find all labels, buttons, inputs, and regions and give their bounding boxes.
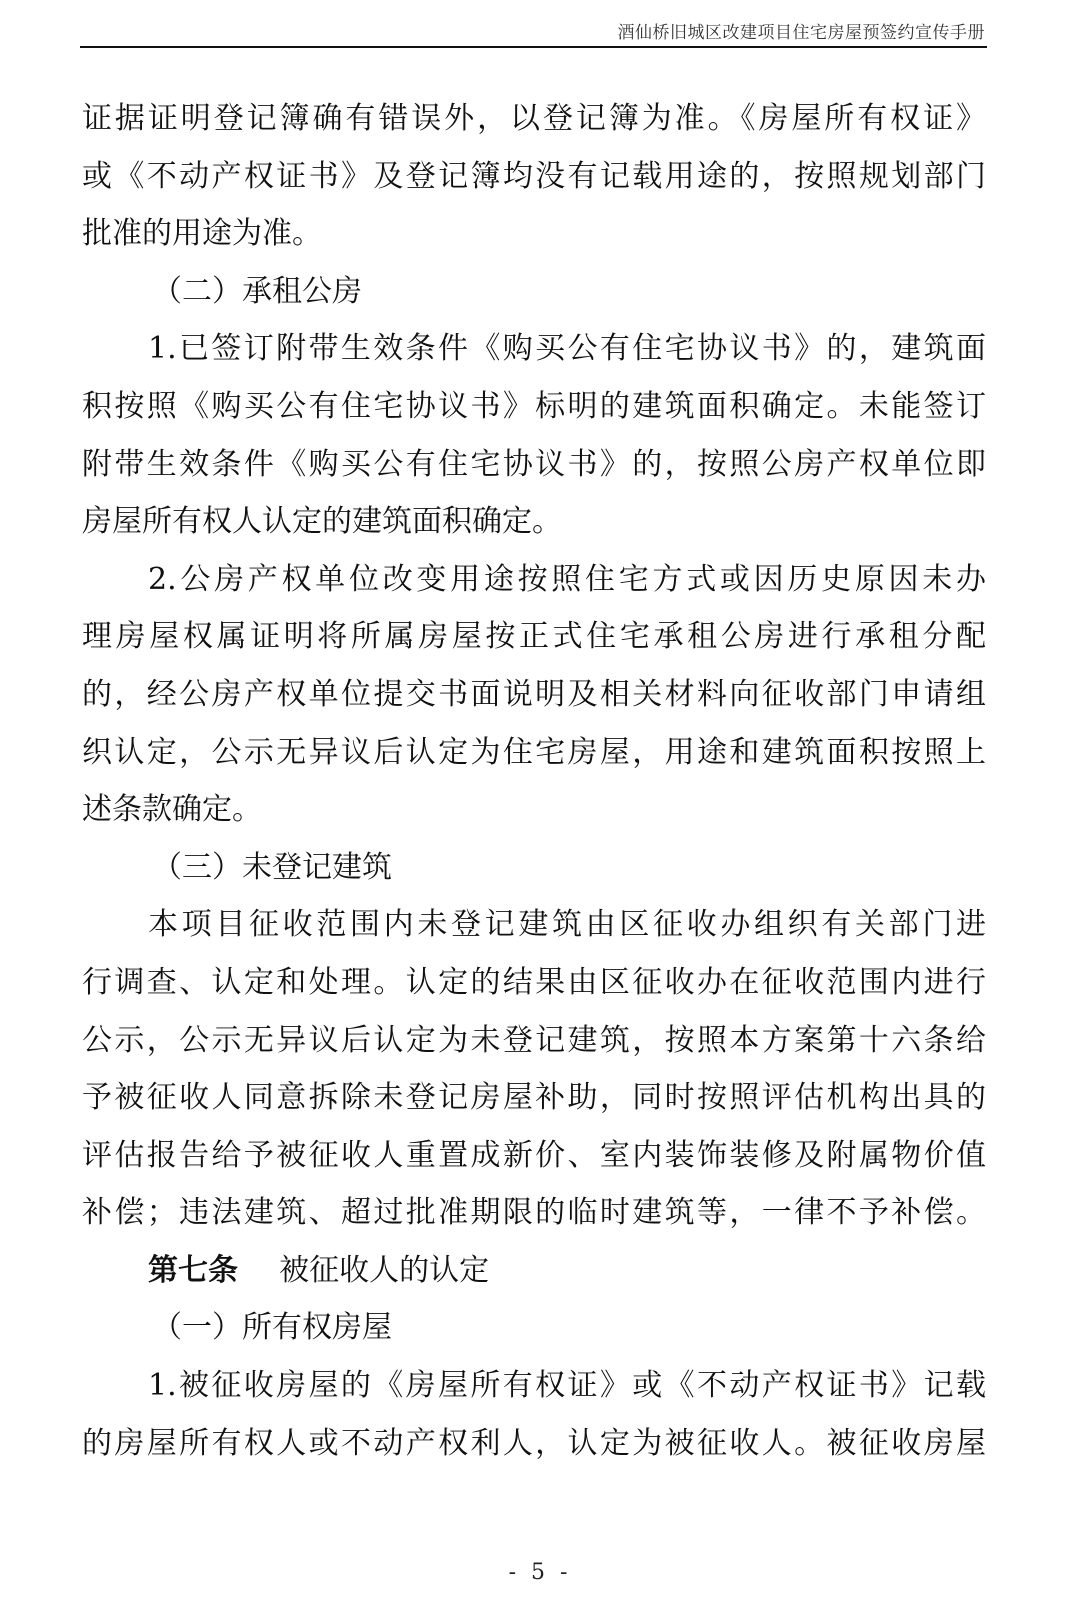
section-heading: （三）未登记建筑 <box>152 849 392 885</box>
paragraph-line: 的房屋所有权人或不动产权利人，认定为被征收人。被征收房屋 <box>82 1425 986 1461</box>
paragraph-line: 1.被征收房屋的《房屋所有权证》或《不动产权证书》记载 <box>148 1368 986 1404</box>
paragraph-line: 行调查、认定和处理。认定的结果由区征收办在征收范围内进行 <box>82 964 986 1000</box>
document-body <box>82 90 986 1472</box>
paragraph-line: 2.公房产权单位改变用途按照住宅方式或因历史原因未办 <box>148 561 986 597</box>
article-label: 第七条 <box>148 1252 238 1288</box>
page-number: - 5 - <box>508 1560 572 1585</box>
paragraph-line: 证据证明登记簿确有错误外，以登记簿为准。《房屋所有权证》 <box>82 101 986 136</box>
paragraph-line: 1.已签订附带生效条件《购买公有住宅协议书》的，建筑面 <box>148 331 986 367</box>
paragraph-line: 或《不动产权证书》及登记簿均没有记载用途的，按照规划部门 <box>82 158 986 194</box>
paragraph-line: 公示，公示无异议后认定为未登记建筑，按照本方案第十六条给 <box>82 1022 986 1058</box>
paragraph-line: 评估报告给予被征收人重置成新价、室内装饰装修及附属物价值 <box>82 1137 986 1173</box>
paragraph-line: 本项目征收范围内未登记建筑由区征收办组织有关部门进 <box>148 907 986 943</box>
paragraph-line: 述条款确定。 <box>82 792 262 828</box>
paragraph-line: 积按照《购买公有住宅协议书》标明的建筑面积确定。未能签订 <box>82 388 986 424</box>
article-title: 被征收人的认定 <box>279 1252 490 1288</box>
paragraph-line: 予被征收人同意拆除未登记房屋补助，同时按照评估机构出具的 <box>82 1080 986 1116</box>
paragraph-line: 理房屋权属证明将所属房屋按正式住宅承租公房进行承租分配 <box>82 619 986 655</box>
paragraph-line: 附带生效条件《购买公有住宅协议书》的，按照公房产权单位即 <box>82 446 986 482</box>
section-heading: （一）所有权房屋 <box>152 1310 392 1346</box>
section-heading: （二）承租公房 <box>152 273 362 309</box>
paragraph-line: 批准的用途为准。 <box>82 216 322 252</box>
paragraph-line: 补偿；违法建筑、超过批准期限的临时建筑等，一律不予补偿。 <box>82 1195 986 1231</box>
header-title: 酒仙桥旧城区改建项目住宅房屋预签约宣传手册 <box>617 23 985 43</box>
paragraph-line: 的，经公房产权单位提交书面说明及相关材料向征收部门申请组 <box>82 676 986 712</box>
page-header <box>80 14 987 48</box>
paragraph-line: 织认定，公示无异议后认定为住宅房屋，用途和建筑面积按照上 <box>82 734 986 770</box>
paragraph-line: 房屋所有权人认定的建筑面积确定。 <box>82 504 562 540</box>
article-heading <box>82 1242 986 1300</box>
